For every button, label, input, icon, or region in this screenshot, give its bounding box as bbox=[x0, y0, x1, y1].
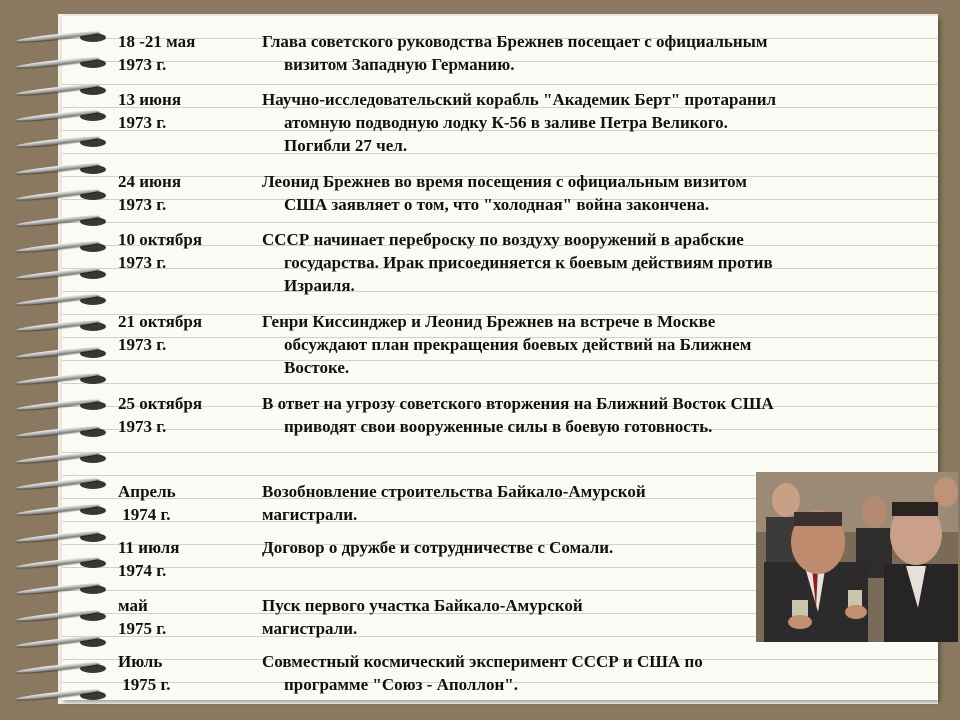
entry-text-line: Генри Киссинджер и Леонид Брежнев на встрече в Москве bbox=[262, 312, 716, 331]
entry-date bbox=[118, 170, 258, 216]
entry-text-line: Совместный космический эксперимент СССР и США по bbox=[262, 652, 703, 671]
spiral-ring bbox=[16, 348, 106, 358]
entry-text-line: магистрали. bbox=[262, 505, 358, 524]
spiral-ring bbox=[16, 164, 106, 174]
spiral-ring bbox=[16, 637, 106, 647]
entry-text-line: приводят свои вооруженные силы в боевую готовность. bbox=[284, 417, 713, 436]
entry-date bbox=[118, 228, 258, 274]
spiral-ring bbox=[16, 242, 106, 252]
spiral-ring bbox=[16, 374, 106, 384]
entry-date-line: 1973 г. bbox=[118, 113, 167, 132]
entry-text-line: В ответ на угрозу советского вторжения на Ближний Восток США bbox=[262, 394, 774, 413]
entry-text-line: Глава советского руководства Брежнев посещает с официальным bbox=[262, 32, 768, 51]
entry-date-line: 18 -21 мая bbox=[118, 32, 196, 51]
entry-text bbox=[262, 228, 922, 297]
spiral-ring bbox=[16, 453, 106, 463]
spiral-ring bbox=[16, 584, 106, 594]
spiral-ring bbox=[16, 321, 106, 331]
spiral-ring bbox=[16, 295, 106, 305]
entry-text-line: СССР начинает переброску по воздуху вооружений в арабские bbox=[262, 230, 744, 249]
spiral-ring bbox=[16, 190, 106, 200]
spiral-ring bbox=[16, 400, 106, 410]
spiral-ring bbox=[16, 58, 106, 68]
spiral-ring bbox=[16, 611, 106, 621]
photo-leaders-toast bbox=[756, 472, 958, 642]
spiral-ring bbox=[16, 690, 106, 700]
entry-text-line: Израиля. bbox=[284, 276, 355, 295]
photo-illustration bbox=[756, 472, 958, 642]
spiral-ring bbox=[16, 427, 106, 437]
entry-date bbox=[118, 480, 258, 526]
entry-date-line: 10 октября bbox=[118, 230, 203, 249]
spiral-ring bbox=[16, 663, 106, 673]
entry-date bbox=[118, 594, 258, 640]
entry-text-line: обсуждают план прекращения боевых действий на Ближнем bbox=[284, 335, 752, 354]
entry-date bbox=[118, 310, 258, 356]
entry-text-line: атомную подводную лодку К-56 в заливе Петра Великого. bbox=[284, 113, 728, 132]
entry-text bbox=[262, 170, 922, 216]
entry-date-line: 1975 г. bbox=[118, 619, 167, 638]
entry-date-line: 1973 г. bbox=[118, 335, 167, 354]
entry-date bbox=[118, 30, 258, 76]
entry-text-line: Договор о дружбе и сотрудничестве с Сомали. bbox=[262, 538, 614, 557]
entry-date-line: 1975 г. bbox=[118, 675, 171, 694]
entry-text bbox=[262, 310, 922, 379]
entry-text bbox=[262, 392, 922, 438]
entry-text-line: Возобновление строительства Байкало-Амурской bbox=[262, 482, 646, 501]
entry-date bbox=[118, 536, 258, 582]
spiral-ring bbox=[16, 137, 106, 147]
spiral-ring bbox=[16, 216, 106, 226]
spiral-ring bbox=[16, 85, 106, 95]
entry-text-line: визитом Западную Германию. bbox=[284, 55, 515, 74]
entry-date-line: 1974 г. bbox=[118, 561, 167, 580]
entry-date-line: 11 июля bbox=[118, 538, 180, 557]
entry-text bbox=[262, 30, 922, 76]
entry-date-line: май bbox=[118, 596, 148, 615]
entry-date-line: 1973 г. bbox=[118, 253, 167, 272]
spiral-ring bbox=[16, 111, 106, 121]
entry-date-line: 24 июня bbox=[118, 172, 182, 191]
spiral-ring bbox=[16, 532, 106, 542]
entry-text bbox=[262, 650, 922, 696]
entry-date-line: 1973 г. bbox=[118, 55, 167, 74]
entry-date-line: 13 июня bbox=[118, 90, 182, 109]
entry-text-line: Погибли 27 чел. bbox=[284, 136, 408, 155]
entry-text-line: государства. Ирак присоединяется к боевым действиям против bbox=[284, 253, 773, 272]
entry-date-line: 1973 г. bbox=[118, 417, 167, 436]
entry-date bbox=[118, 650, 258, 696]
spiral-ring bbox=[16, 505, 106, 515]
spiral-ring bbox=[16, 269, 106, 279]
entry-date-line: 1974 г. bbox=[118, 505, 171, 524]
entry-text-line: магистрали. bbox=[262, 619, 358, 638]
entry-date-line: Апрель bbox=[118, 482, 176, 501]
entry-text-line: программе "Союз - Аполлон". bbox=[284, 675, 518, 694]
spiral-ring bbox=[16, 32, 106, 42]
spiral-ring bbox=[16, 558, 106, 568]
entry-date-line: 21 октября bbox=[118, 312, 203, 331]
entry-date-line: Июль bbox=[118, 652, 163, 671]
entry-text-line: Пуск первого участка Байкало-Амурской bbox=[262, 596, 583, 615]
entry-text-line: Востоке. bbox=[284, 358, 350, 377]
entry-date-line: 1973 г. bbox=[118, 195, 167, 214]
entry-text bbox=[262, 88, 922, 157]
spiral-ring bbox=[16, 479, 106, 489]
entry-text-line: Леонид Брежнев во время посещения с официальным визитом bbox=[262, 172, 747, 191]
entry-text-line: Научно-исследовательский корабль "Академик Берт" протаранил bbox=[262, 90, 777, 109]
entry-text-line: США заявляет о том, что "холодная" война закончена. bbox=[284, 195, 710, 214]
entry-date-line: 25 октября bbox=[118, 394, 203, 413]
entry-date bbox=[118, 88, 258, 134]
spiral-binding bbox=[0, 0, 110, 720]
entry-date bbox=[118, 392, 258, 438]
